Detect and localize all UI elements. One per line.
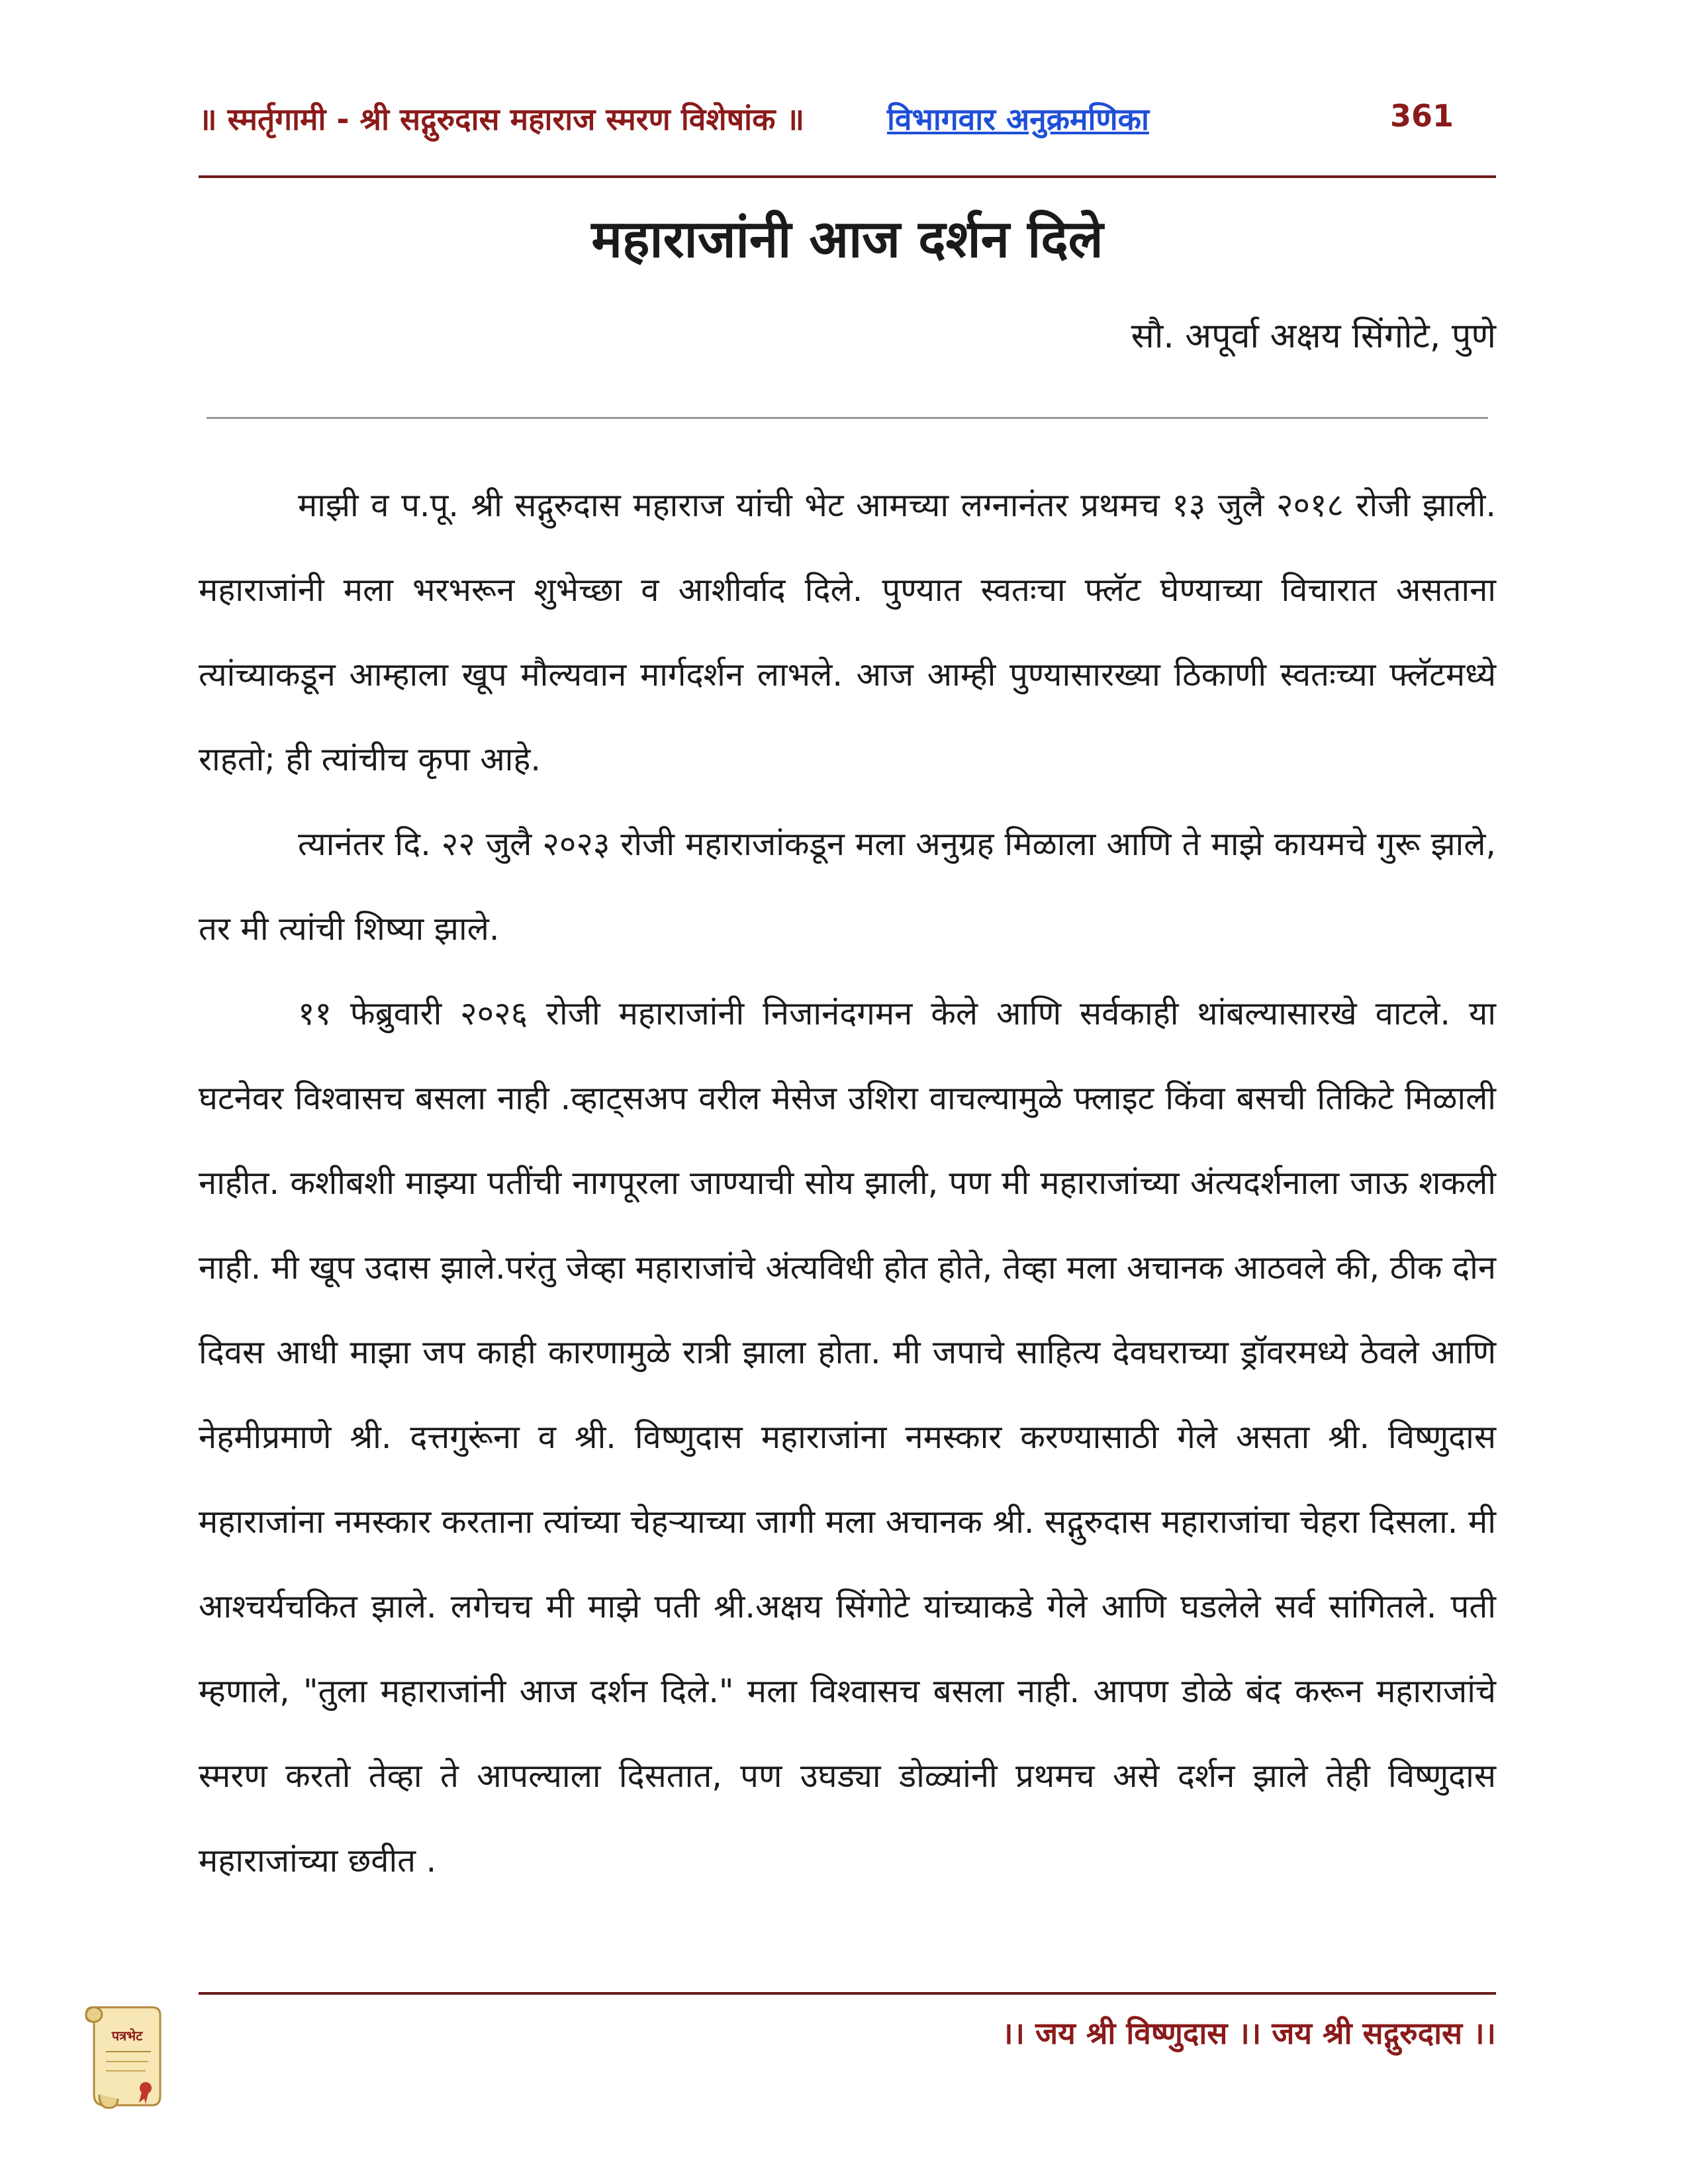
paragraph: माझी व प.पू. श्री सद्गुरुदास महाराज यांची भेट आमच्या लग्नानंतर प्रथमच १३ जुलै २०१८ रोजी झाली. महाराजांनी मला भरभरून शुभेच्छा व आशीर्वाद दिले. पुण्यात स्वतःचा फ्लॅट घेण्याच्या विचारात असताना त्यांच्याकडून आम्हाला खूप मौल्यवान मार्गदर्शन लाभले. आज आम्ही पुण्यासारख्या ठिकाणी स्वतःच्या फ्लॅटमध्ये राहतो; ही त्यांचीच कृपा आहे. <box>199 486 1496 778</box>
footer-blessing: ।। जय श्री विष्णुदास ।। जय श्री सद्गुरुदास ।। <box>1002 2015 1496 2051</box>
paragraph: त्यानंतर दि. २२ जुलै २०२३ रोजी महाराजांकडून मला अनुग्रह मिळाला आणि ते माझे कायमचे गुरू झाले, तर मी त्यांची शिष्या झाले. <box>199 825 1496 948</box>
magazine-title: ॥ स्मर्तृगामी - श्री सद्गुरुदास महाराज स्मरण विशेषांक ॥ <box>199 101 804 137</box>
logo-label: पत्रभेट <box>111 2028 143 2044</box>
page-header <box>199 98 1496 151</box>
header-divider <box>199 175 1496 178</box>
article-title: महाराजांनी आज दर्शन दिले <box>591 210 1103 269</box>
article-author: सौ. अपूर्वा अक्षय सिंगोटे, पुणे <box>1131 316 1496 356</box>
title-divider <box>207 417 1488 419</box>
section-index-link[interactable]: विभागवार अनुक्रमणिका <box>887 101 1149 137</box>
page-number: 361 <box>1390 98 1454 134</box>
paragraph: ११ फेब्रुवारी २०२६ रोजी महाराजांनी निजानंदगमन केले आणि सर्वकाही थांबल्यासारखे वाटले. या घटनेवर विश्वासच बसला नाही .व्हाट्सअप वरील मेसेज उशिरा वाचल्यामुळे फ्लाइट किंवा बसची तिकिटे मिळाली नाहीत. कशीबशी माझ्या पतींची नागपूरला जाण्याची सोय झाली, पण मी महाराजांच्या अंत्यदर्शनाला जाऊ शकली नाही. मी खूप उदास झाले.परंतु जेव्हा महाराजांचे अंत्यविधी होत होते, तेव्हा मला अचानक आठवले की, ठीक दोन दिवस आधी माझा जप काही कारणामुळे रात्री झाला होता. मी जपाचे साहित्य देवघराच्या ड्रॉवरमध्ये ठेवले आणि नेहमीप्रमाणे श्री. दत्तगुरूंना व श्री. विष्णुदास महाराजांना नमस्कार करण्यासाठी गेले असता श्री. विष्णुदास महाराजांना नमस्कार करताना त्यांच्या चेहऱ्याच्या जागी मला अचानक श्री. सद्गुरुदास महाराजांचा चेहरा दिसला. मी आश्चर्यचकित झाले. लगेचच मी माझे पती श्री.अक्षय सिंगोटे यांच्याकडे गेले आणि घडलेले सर्व सांगितले. पती म्हणाले, "तुला महाराजांनी आज दर्शन दिले." मला विश्वासच बसला नाही. आपण डोळे बंद करून महाराजांचे स्मरण करतो तेव्हा ते आपल्याला दिसतात, पण उघड्या डोळ्यांनी प्रथमच असे दर्शन झाले तेही विष्णुदास महाराजांच्या छवीत . <box>199 995 1496 1880</box>
article-body <box>199 463 1496 1903</box>
footer-divider <box>199 1992 1496 1995</box>
scroll-icon <box>79 1995 165 2115</box>
